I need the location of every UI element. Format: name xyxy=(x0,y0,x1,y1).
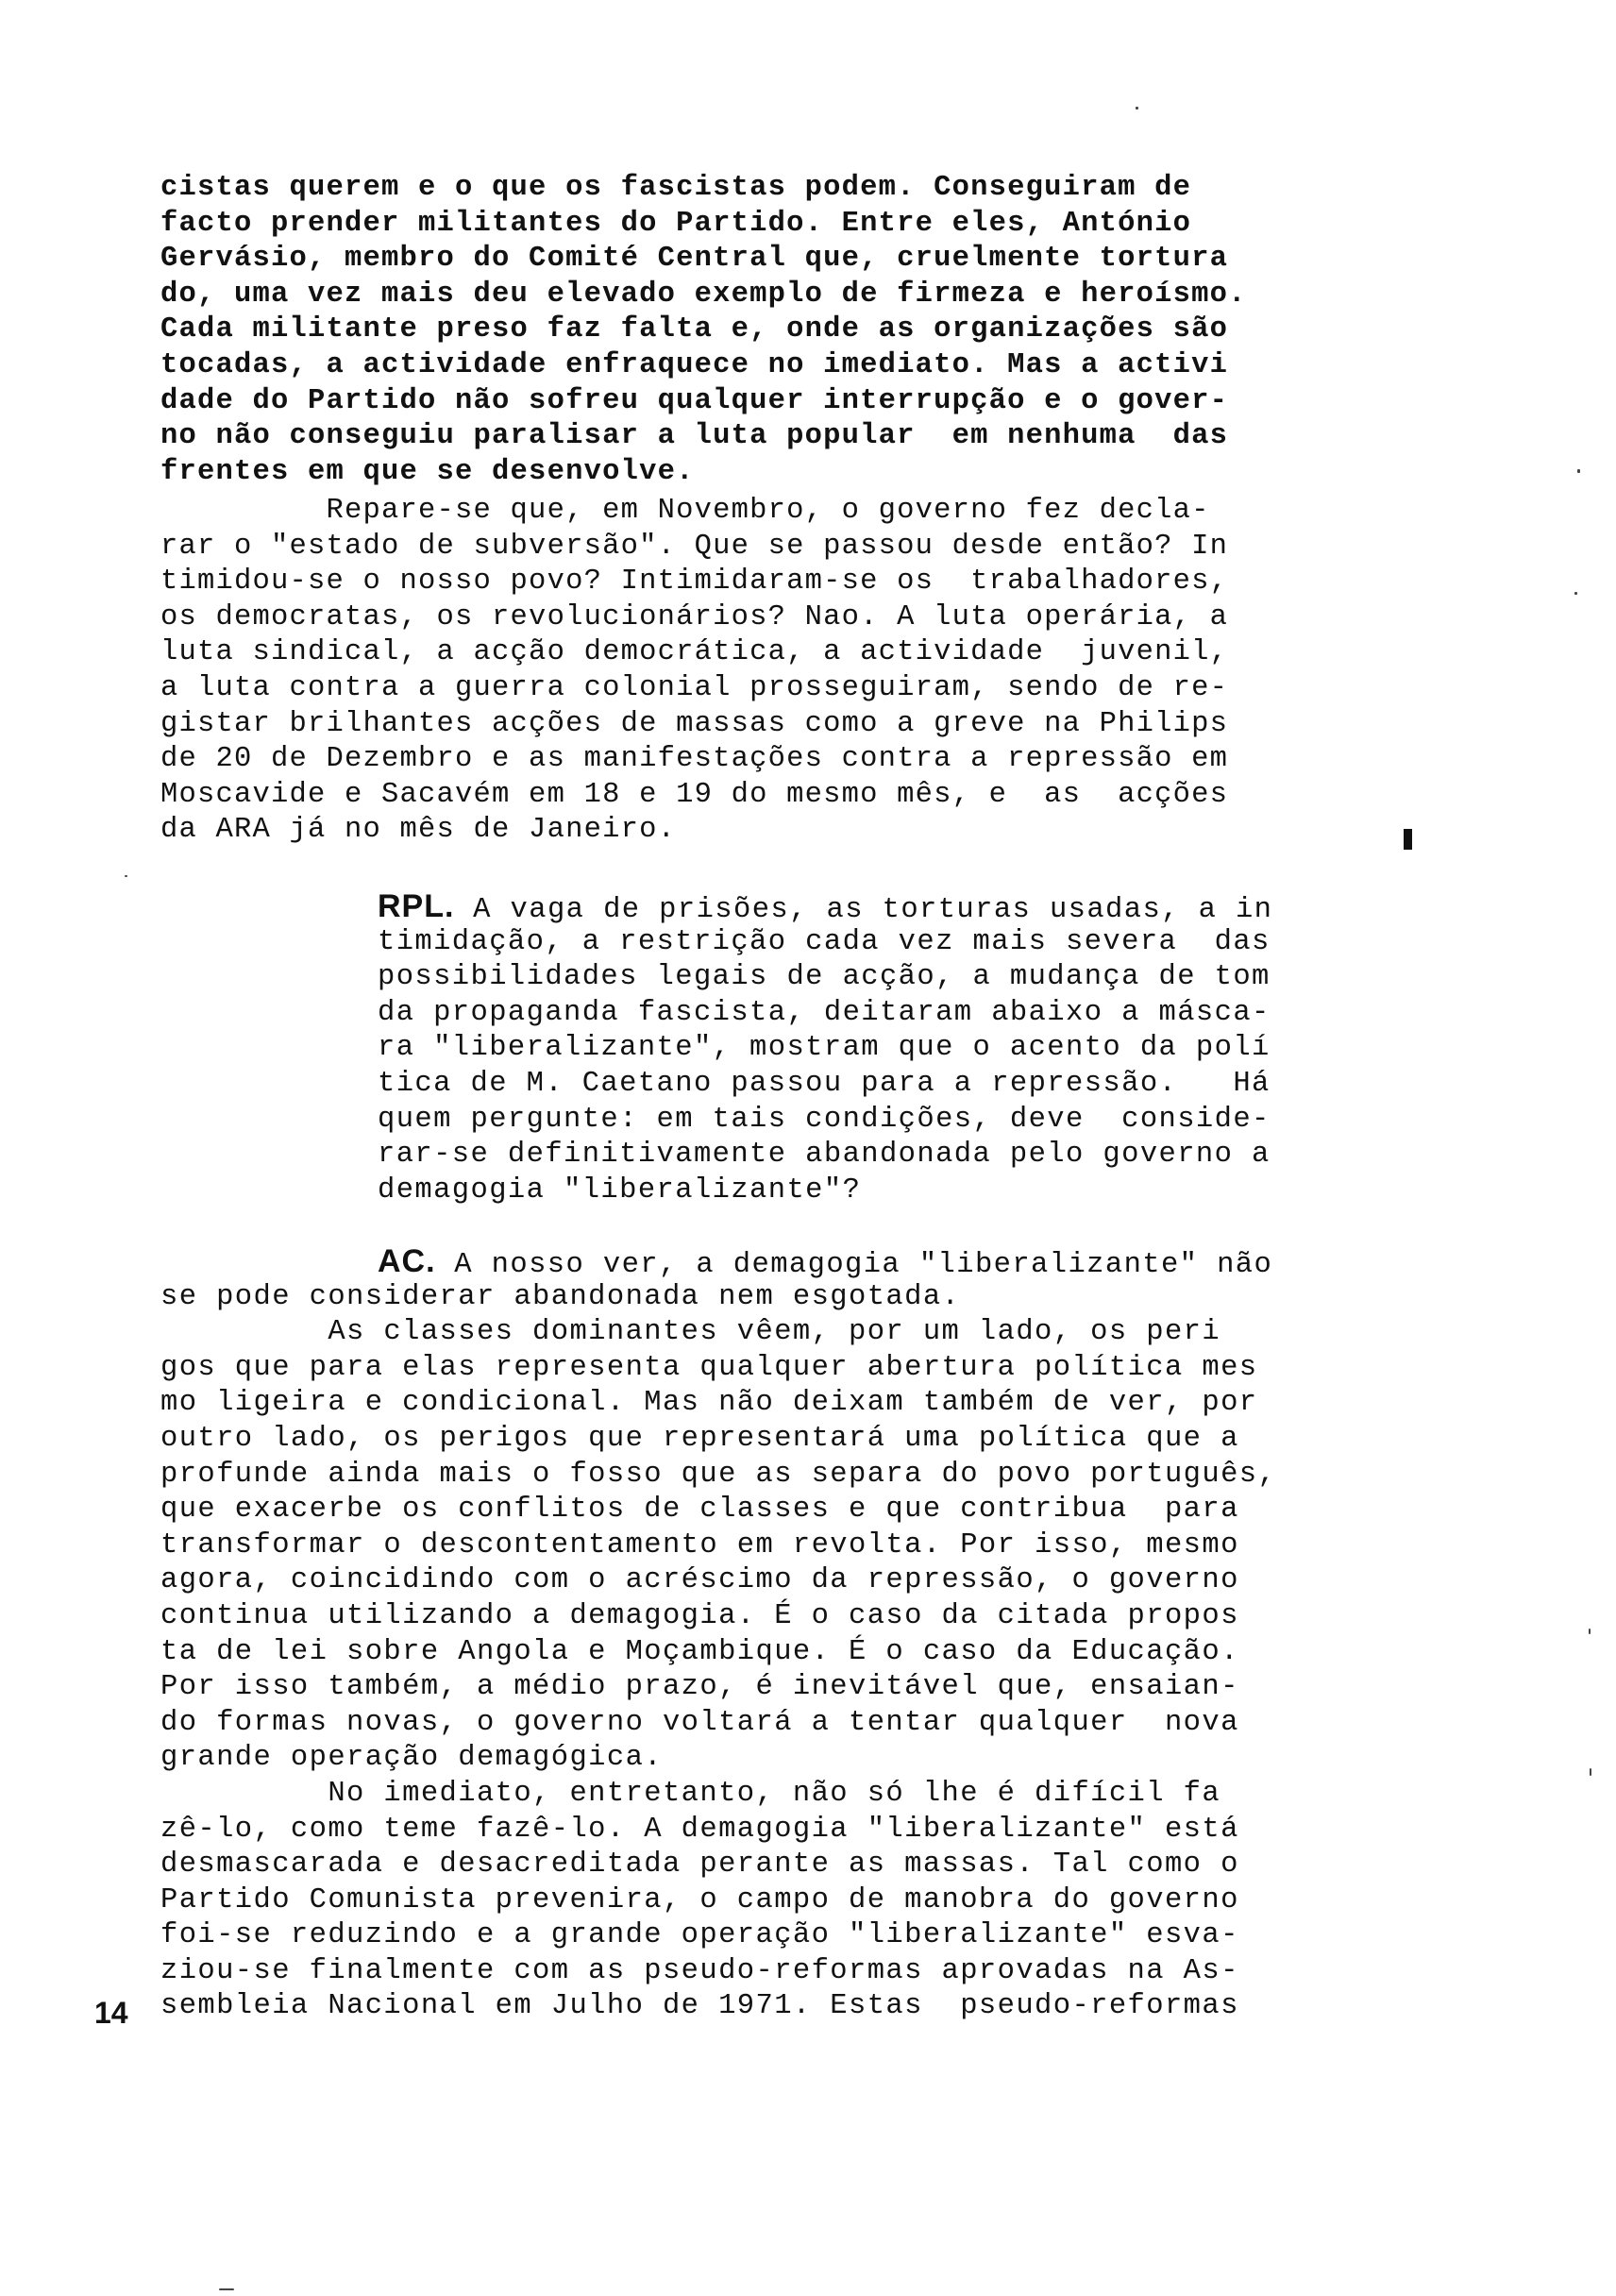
paragraph-intro xyxy=(160,171,1430,490)
page-number: 14 xyxy=(94,1996,128,2030)
paragraph-subversion xyxy=(160,494,1430,849)
text-line: agora, coincidindo com o acréscimo da repressão, o governo xyxy=(160,1564,1239,1597)
text-line: possibilidades legais de acção, a mudança de tom xyxy=(378,961,1271,994)
text-line: se pode considerar abandonada nem esgotada. xyxy=(160,1280,961,1313)
text-line: gistar brilhantes acções de massas como a greve na Philips xyxy=(160,707,1229,740)
scan-speck xyxy=(1574,592,1577,595)
text-line: Repare-se que, em Novembro, o governo fez decla- xyxy=(160,495,1210,527)
text-line: outro lado, os perigos que representará uma política que a xyxy=(160,1422,1239,1455)
scan-speck xyxy=(125,875,127,877)
text-line: gos que para elas representa qualquer abertura política mes xyxy=(160,1351,1258,1384)
text-line: do, uma vez mais deu elevado exemplo de firmeza e heroísmo. xyxy=(160,278,1247,311)
text-line: grande operação demagógica. xyxy=(160,1742,663,1775)
text-line: de 20 de Dezembro e as manifestações contra a repressão em xyxy=(160,743,1229,776)
text-line: A vaga de prisões, as torturas usadas, a in xyxy=(454,894,1273,926)
text-line: zê-lo, como teme fazê-lo. A demagogia "liberalizante" está xyxy=(160,1813,1239,1846)
text-line: mo ligeira e condicional. Mas não deixam também de ver, por xyxy=(160,1387,1258,1420)
text-line: tica de M. Caetano passou para a repressão. Há xyxy=(378,1067,1271,1100)
text-line: transformar o descontentamento em revolta. Por isso, mesmo xyxy=(160,1528,1239,1562)
text-line: tocadas, a actividade enfraquece no imediato. Mas a activi xyxy=(160,348,1229,381)
text-line: demagogia "liberalizante"? xyxy=(378,1173,862,1207)
text-line: Gervásio, membro do Comité Central que, cruelmente tortura xyxy=(160,243,1229,276)
text-line: ziou-se finalmente com as pseudo-reformas aprovadas na As- xyxy=(160,1954,1239,1987)
text-line: ta de lei sobre Angola e Moçambique. É o caso da Educação. xyxy=(160,1635,1239,1668)
text-line: foi-se reduzindo e a grande operação "liberalizante" esva- xyxy=(160,1919,1239,1952)
text-line: cistas querem e o que os fascistas podem. Conseguiram de xyxy=(160,172,1192,204)
text-line: a luta contra a guerra colonial prosseguiram, sendo de re- xyxy=(160,671,1229,704)
question-lead: RPL. xyxy=(378,888,455,924)
text-line: frentes em que se desenvolve. xyxy=(160,455,695,488)
text-line: da ARA já no mês de Janeiro. xyxy=(160,814,677,847)
text-line: Moscavide e Sacavém em 18 e 19 do mesmo mês, e as acções xyxy=(160,778,1229,811)
text-line: rar-se definitivamente abandonada pelo governo a xyxy=(378,1139,1271,1172)
text-line: da propaganda fascista, deitaram abaixo a másca- xyxy=(378,996,1271,1029)
text-line: continua utilizando a demagogia. É o caso da citada propos xyxy=(160,1599,1239,1632)
text-line: profunde ainda mais o fosso que as separa do povo português, xyxy=(160,1458,1277,1491)
answer-lead: AC. xyxy=(378,1243,436,1279)
scan-speck xyxy=(219,2288,234,2290)
text-line: Partido Comunista prevenira, o campo de manobra do governo xyxy=(160,1883,1239,1916)
interview-question xyxy=(378,889,1430,1208)
text-line: quem pergunte: em tais condições, deve conside- xyxy=(378,1103,1271,1136)
scan-speck xyxy=(1589,1629,1591,1634)
text-line: rar o "estado de subversão". Que se passou desde então? In xyxy=(160,530,1229,563)
scan-speck xyxy=(1136,107,1138,110)
text-line: os democratas, os revolucionários? Nao. A luta operária, a xyxy=(160,600,1229,633)
scan-speck xyxy=(1577,469,1580,473)
text-line: ra "liberalizante", mostram que o acento da polí xyxy=(378,1032,1271,1065)
text-line: timidação, a restrição cada vez mais severa das xyxy=(378,925,1271,958)
text-line: Por isso também, a médio prazo, é inevitável que, ensaian- xyxy=(160,1671,1239,1704)
end-of-section-mark xyxy=(1404,829,1412,850)
text-line: desmascarada e desacreditada perante as massas. Tal como o xyxy=(160,1849,1239,1882)
text-line: A nosso ver, a demagogia "liberalizante" não xyxy=(435,1249,1273,1281)
text-line: facto prender militantes do Partido. Entre eles, António xyxy=(160,207,1192,240)
text-line: luta sindical, a acção democrática, a actividade juvenil, xyxy=(160,636,1229,669)
text-line: dade do Partido não sofreu qualquer interrupção e o gover- xyxy=(160,384,1229,417)
scan-speck xyxy=(1590,1768,1591,1776)
text-line: As classes dominantes vêem, por um lado, os peri xyxy=(160,1316,1221,1349)
text-line: Cada militante preso faz falta e, onde as organizações são xyxy=(160,313,1229,346)
text-line: no não conseguiu paralisar a luta popular em nenhuma das xyxy=(160,420,1229,453)
text-line: sembleia Nacional em Julho de 1971. Estas pseudo-reformas xyxy=(160,1990,1239,2023)
text-line: que exacerbe os conflitos de classes e que contribua para xyxy=(160,1494,1239,1527)
text-line: timidou-se o nosso povo? Intimidaram-se os trabalhadores, xyxy=(160,566,1229,599)
interview-answer xyxy=(160,1244,1430,2025)
text-line: No imediato, entretanto, não só lhe é difícil fa xyxy=(160,1777,1221,1810)
text-line: do formas novas, o governo voltará a tentar qualquer nova xyxy=(160,1706,1239,1739)
